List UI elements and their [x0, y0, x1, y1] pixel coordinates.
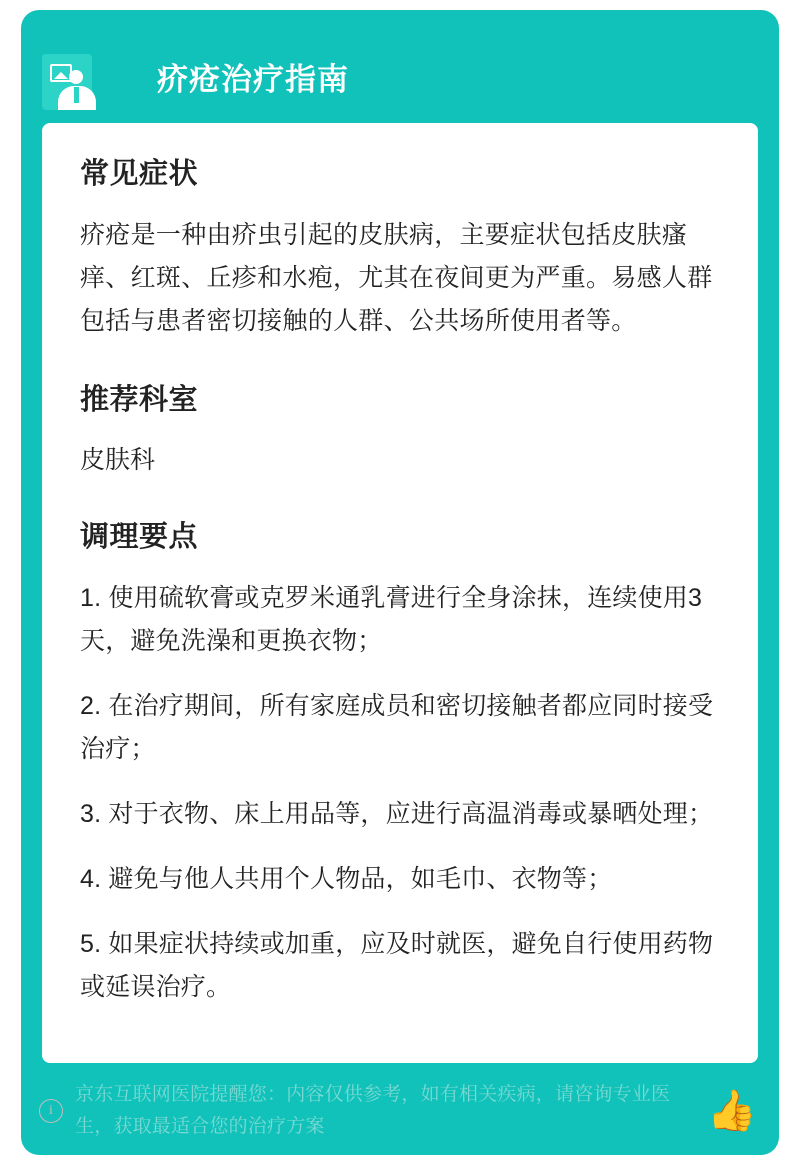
footer-bar — [21, 1066, 779, 1156]
care-step: 2. 在治疗期间，所有家庭成员和密切接触者都应同时接受治疗； — [80, 692, 714, 763]
icon-person-tie — [74, 87, 79, 103]
care-step: 5. 如果症状持续或加重，应及时就医，避免自行使用药物或延误治疗。 — [80, 930, 714, 1001]
info-icon: i — [39, 1099, 63, 1123]
content-sheet — [42, 123, 758, 1063]
department-text: 皮肤科 — [80, 446, 156, 474]
care-heading: 调理要点 — [80, 521, 199, 553]
icon-person-head — [69, 70, 83, 84]
care-step: 1. 使用硫软膏或克罗米通乳膏进行全身涂抹，连续使用3天，避免洗澡和更换衣物； — [80, 584, 703, 655]
symptoms-text: 疥疮是一种由疥虫引起的皮肤病，主要症状包括皮肤瘙痒、红斑、丘疹和水疱，尤其在夜间更为严重。易感人群包括与患者密切接触的人群、公共场所使用者等。 — [80, 221, 713, 335]
care-step: 3. 对于衣物、床上用品等，应进行高温消毒或暴晒处理； — [80, 800, 714, 828]
disclaimer-text: 京东互联网医院提醒您：内容仅供参考，如有相关疾病，请咨询专业医生，获取最适合您的治疗方案 — [75, 1084, 671, 1137]
page-title: 疥疮治疗指南 — [157, 62, 349, 97]
document-person-icon — [42, 54, 98, 110]
care-steps-list — [80, 577, 720, 1009]
thumbs-up-icon[interactable]: 👍 — [707, 1089, 757, 1133]
department-heading: 推荐科室 — [80, 384, 199, 416]
care-step: 4. 避免与他人共用个人物品，如毛巾、衣物等； — [80, 865, 613, 893]
symptoms-heading: 常见症状 — [80, 158, 199, 190]
guide-card — [21, 10, 779, 1155]
